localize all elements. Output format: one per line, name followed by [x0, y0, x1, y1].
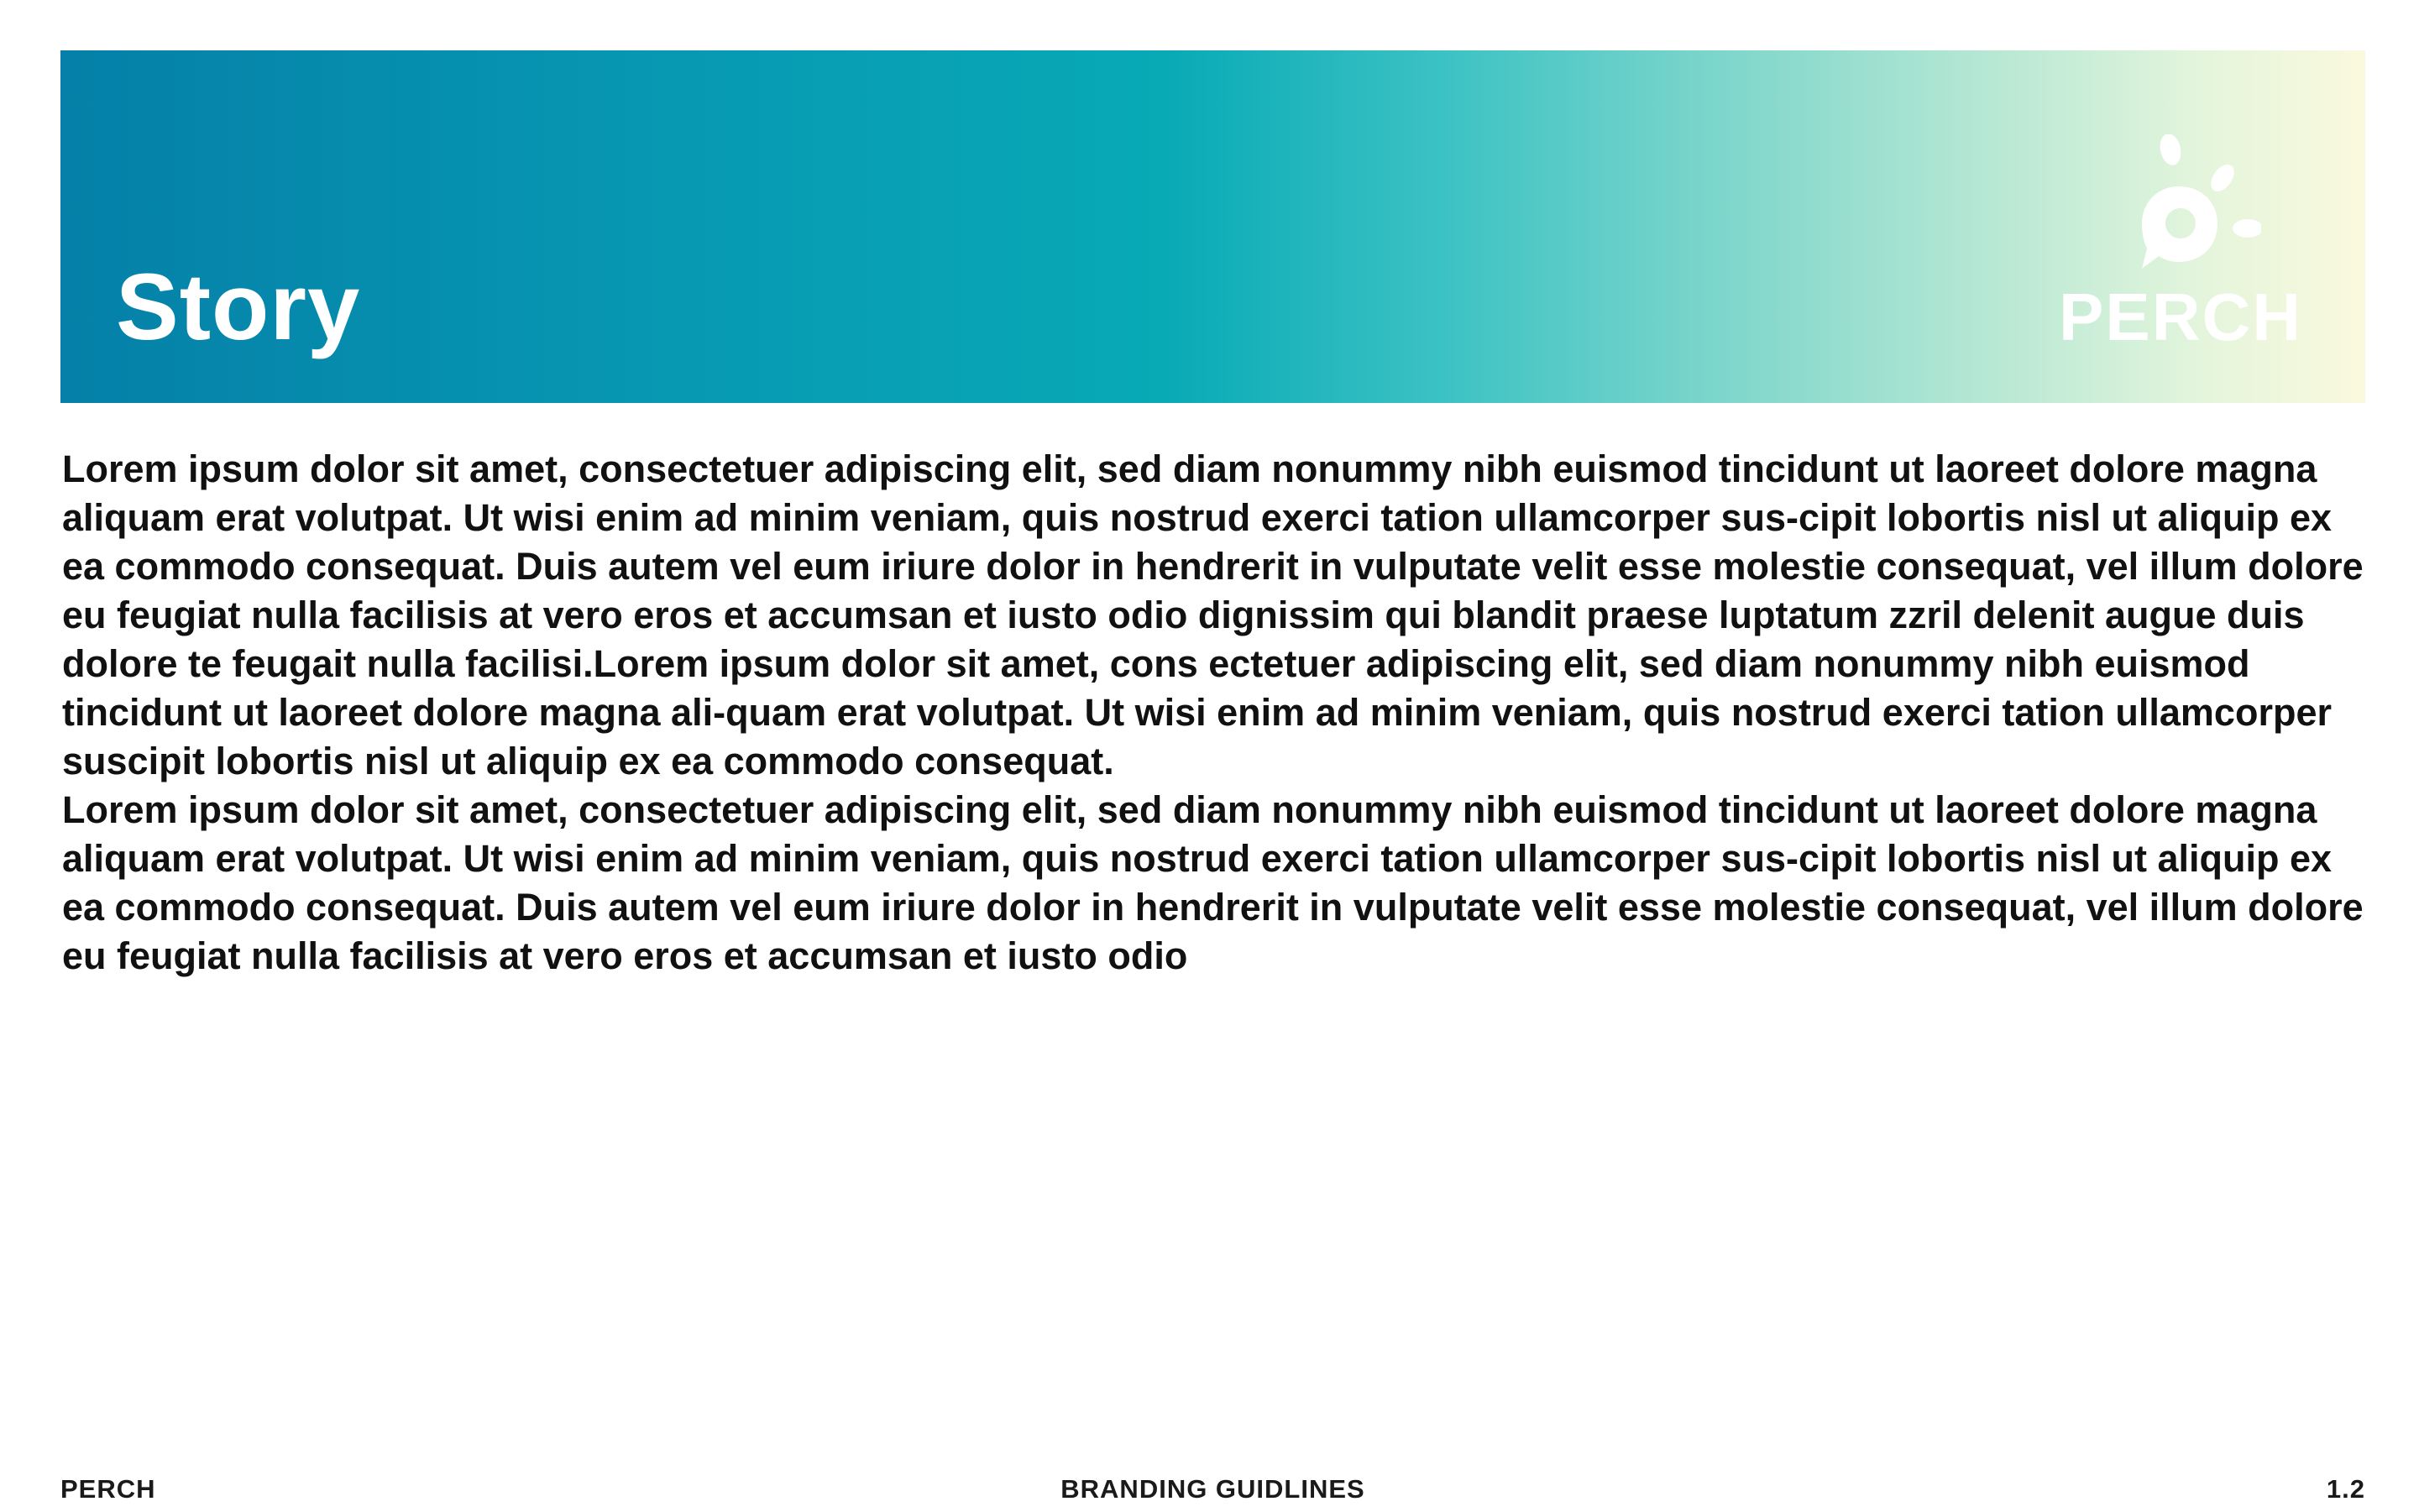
- brand-logo: [2055, 134, 2306, 403]
- paragraph: Lorem ipsum dolor sit amet, consectetuer adipiscing elit, sed diam nonummy nibh euismod tincidunt ut laoreet dolore magna aliquam erat volutpat. Ut wisi enim ad minim veniam, quis nostrud exerci tation ullamcorper sus-cipit lobortis nisl ut aliquip ex ea commodo consequat. Duis autem vel eum iriure dolor in hendrerit in vulputate velit esse molestie consequat, vel illum dolore eu feugiat nulla facilisis at vero eros et accumsan et iusto odio: [62, 788, 2364, 977]
- logo-wordmark: PERCH: [2058, 280, 2303, 354]
- footer-section-title: BRANDING GUIDLINES: [1060, 1474, 1365, 1504]
- perch-bird-icon: [2135, 134, 2261, 277]
- header-banner: [60, 50, 2365, 403]
- page-number: 1.2: [2326, 1474, 2365, 1504]
- page-title: Story: [116, 254, 361, 359]
- story-body: [62, 445, 2367, 981]
- paragraph: Lorem ipsum dolor sit amet, consectetuer adipiscing elit, sed diam nonummy nibh euismod tincidunt ut laoreet dolore magna aliquam erat volutpat. Ut wisi enim ad minim veniam, quis nostrud exerci tation ullamcorper sus-cipit lobortis nisl ut aliquip ex ea commodo consequat. Duis autem vel eum iriure dolor in hendrerit in vulputate velit esse molestie consequat, vel illum dolore eu feugiat nulla facilisis at vero eros et accumsan et iusto odio dignissim qui blandit praese luptatum zzril delenit augue duis dolore te feugait nulla facilisi.Lorem ipsum dolor sit amet, cons ectetuer adipiscing elit, sed diam nonummy nibh euismod tincidunt ut laoreet dolore magna ali-quam erat volutpat. Ut wisi enim ad minim veniam, quis nostrud exerci tation ullamcorper suscipit lobortis nisl ut aliquip ex ea commodo consequat.: [62, 447, 2364, 782]
- footer-brand: PERCH: [60, 1474, 156, 1504]
- page-footer: [60, 1474, 2365, 1508]
